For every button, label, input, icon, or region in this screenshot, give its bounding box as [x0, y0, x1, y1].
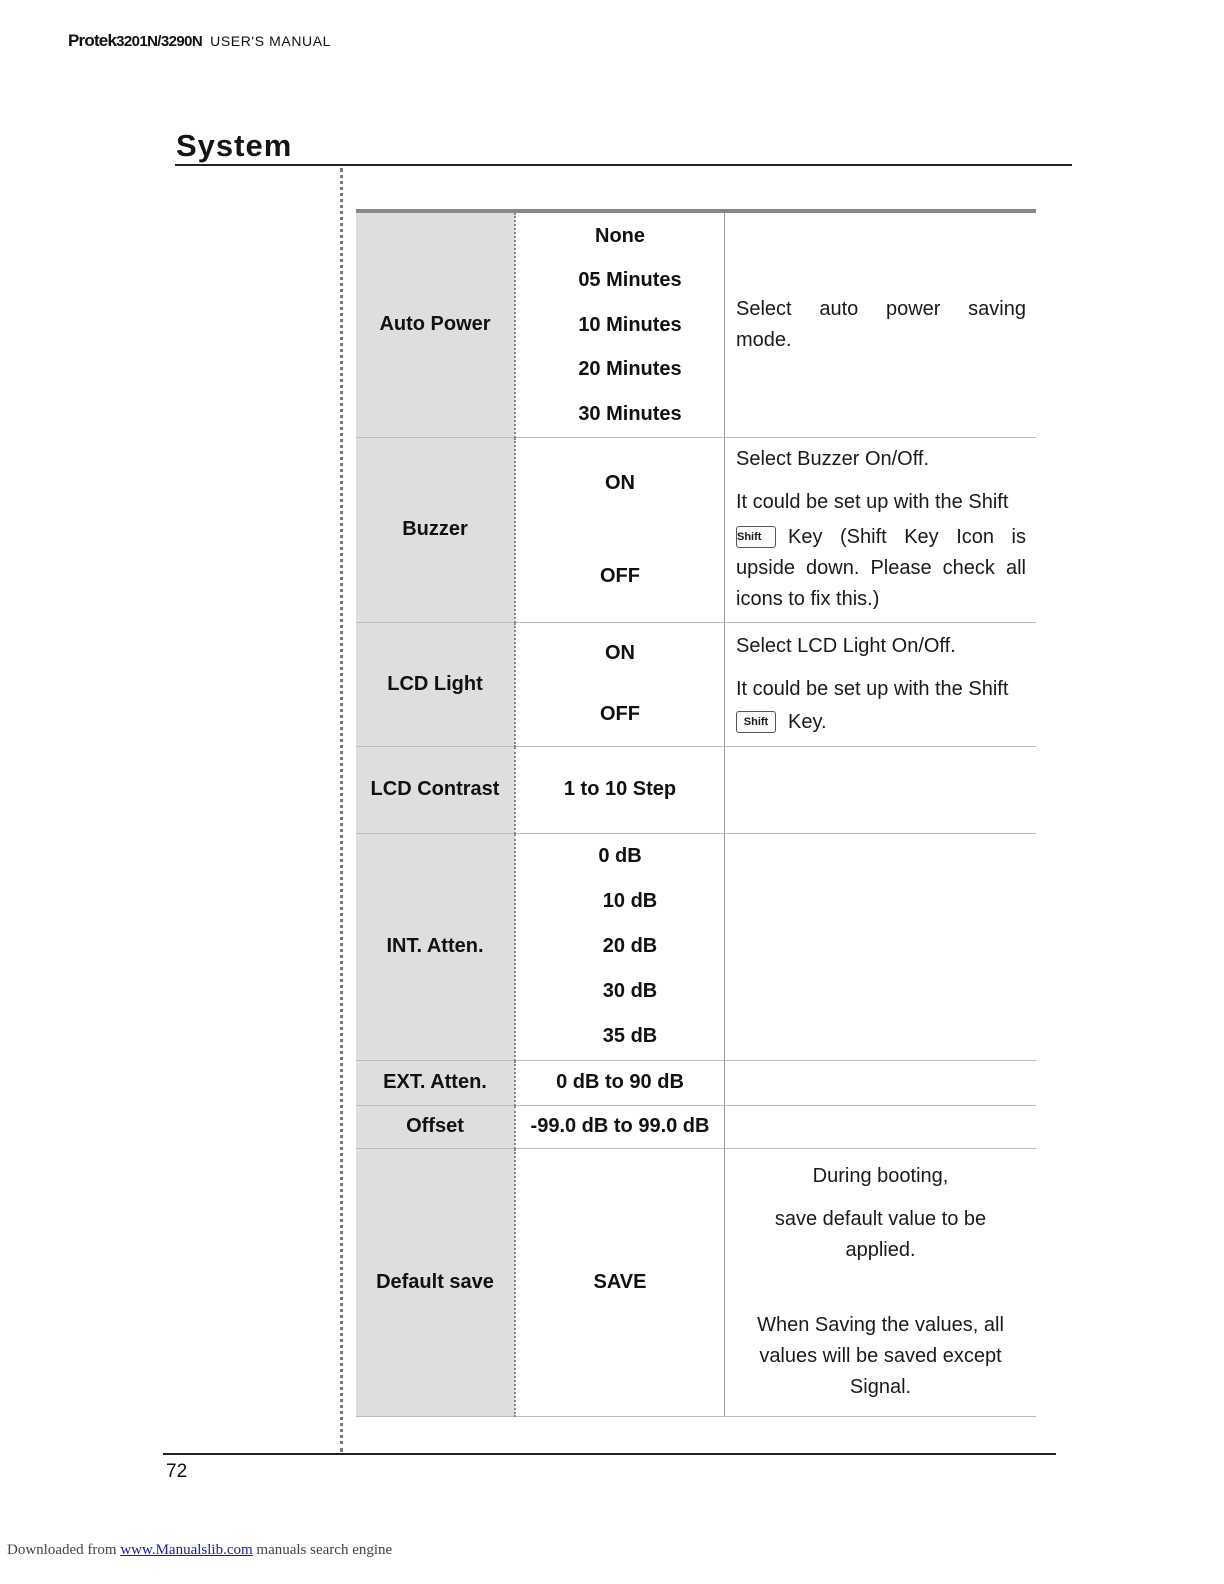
row-label: Buzzer — [356, 437, 515, 622]
option: 30 dB — [602, 980, 658, 1002]
option: OFF — [600, 703, 640, 725]
row-description — [725, 1060, 1037, 1105]
option: ON — [605, 642, 635, 664]
download-footer: Downloaded from www.Manualslib.com manuals search engine — [7, 1542, 393, 1558]
shift-key-icon: Shift — [736, 526, 776, 548]
footer-divider — [163, 1453, 1056, 1455]
option: 20 dB — [602, 935, 658, 957]
option: 10 Minutes — [578, 313, 682, 336]
shift-key-icon: Shift — [736, 711, 776, 733]
title-divider — [175, 164, 1072, 166]
option: 0 dB — [598, 845, 642, 867]
row-label: Auto Power — [356, 211, 515, 437]
option: ON — [605, 471, 635, 494]
row-label: EXT. Atten. — [356, 1060, 515, 1105]
row-options — [515, 211, 725, 437]
row-value: SAVE — [515, 1148, 725, 1416]
row-label: Default save — [356, 1148, 515, 1416]
option: OFF — [600, 564, 640, 587]
page-header — [68, 31, 331, 51]
option: 30 Minutes — [578, 402, 682, 425]
table-row — [356, 211, 1036, 437]
table-row — [356, 1105, 1036, 1148]
row-description — [725, 833, 1037, 1060]
row-options — [515, 833, 725, 1060]
option: 10 dB — [602, 890, 658, 912]
model-number: 3201N/3290N — [116, 33, 203, 50]
dotted-margin-line — [340, 168, 343, 1452]
row-description: During booting, save default value to be applied. When Saving the values, all values will be saved except Signal. — [725, 1148, 1037, 1416]
row-value: -99.0 dB to 99.0 dB — [515, 1105, 725, 1148]
row-description: Select auto power saving mode. — [725, 211, 1037, 437]
table-row — [356, 437, 1036, 622]
table-row — [356, 1148, 1036, 1416]
row-description — [725, 746, 1037, 833]
option: 20 Minutes — [578, 358, 682, 380]
row-label: INT. Atten. — [356, 833, 515, 1060]
option: 35 dB — [602, 1025, 658, 1047]
row-options — [515, 622, 725, 746]
table-row — [356, 746, 1036, 833]
brand-logo: Protek — [68, 31, 117, 50]
row-description: Select Buzzer On/Off. It could be set up with the Shift Shift Key (Shift Key Icon is upside down. Please check all icons to fix this.) — [725, 437, 1037, 622]
row-value: 1 to 10 Step — [515, 746, 725, 833]
table-row — [356, 622, 1036, 746]
option: 05 Minutes — [578, 269, 682, 291]
row-label: LCD Light — [356, 622, 515, 746]
row-options — [515, 437, 725, 622]
row-description: Select LCD Light On/Off. It could be set up with the Shift Shift Key. — [725, 622, 1037, 746]
option: None — [595, 224, 645, 247]
manualslib-link[interactable]: www.Manualslib.com — [120, 1542, 253, 1558]
table-row — [356, 1060, 1036, 1105]
page-number: 72 — [166, 1461, 188, 1482]
row-value: 0 dB to 90 dB — [515, 1060, 725, 1105]
row-label: Offset — [356, 1105, 515, 1148]
system-settings-table — [356, 209, 1036, 1417]
row-description — [725, 1105, 1037, 1148]
row-label: LCD Contrast — [356, 746, 515, 833]
table-row — [356, 833, 1036, 1060]
manual-title: USER'S MANUAL — [210, 33, 332, 49]
section-title: System — [176, 128, 293, 163]
